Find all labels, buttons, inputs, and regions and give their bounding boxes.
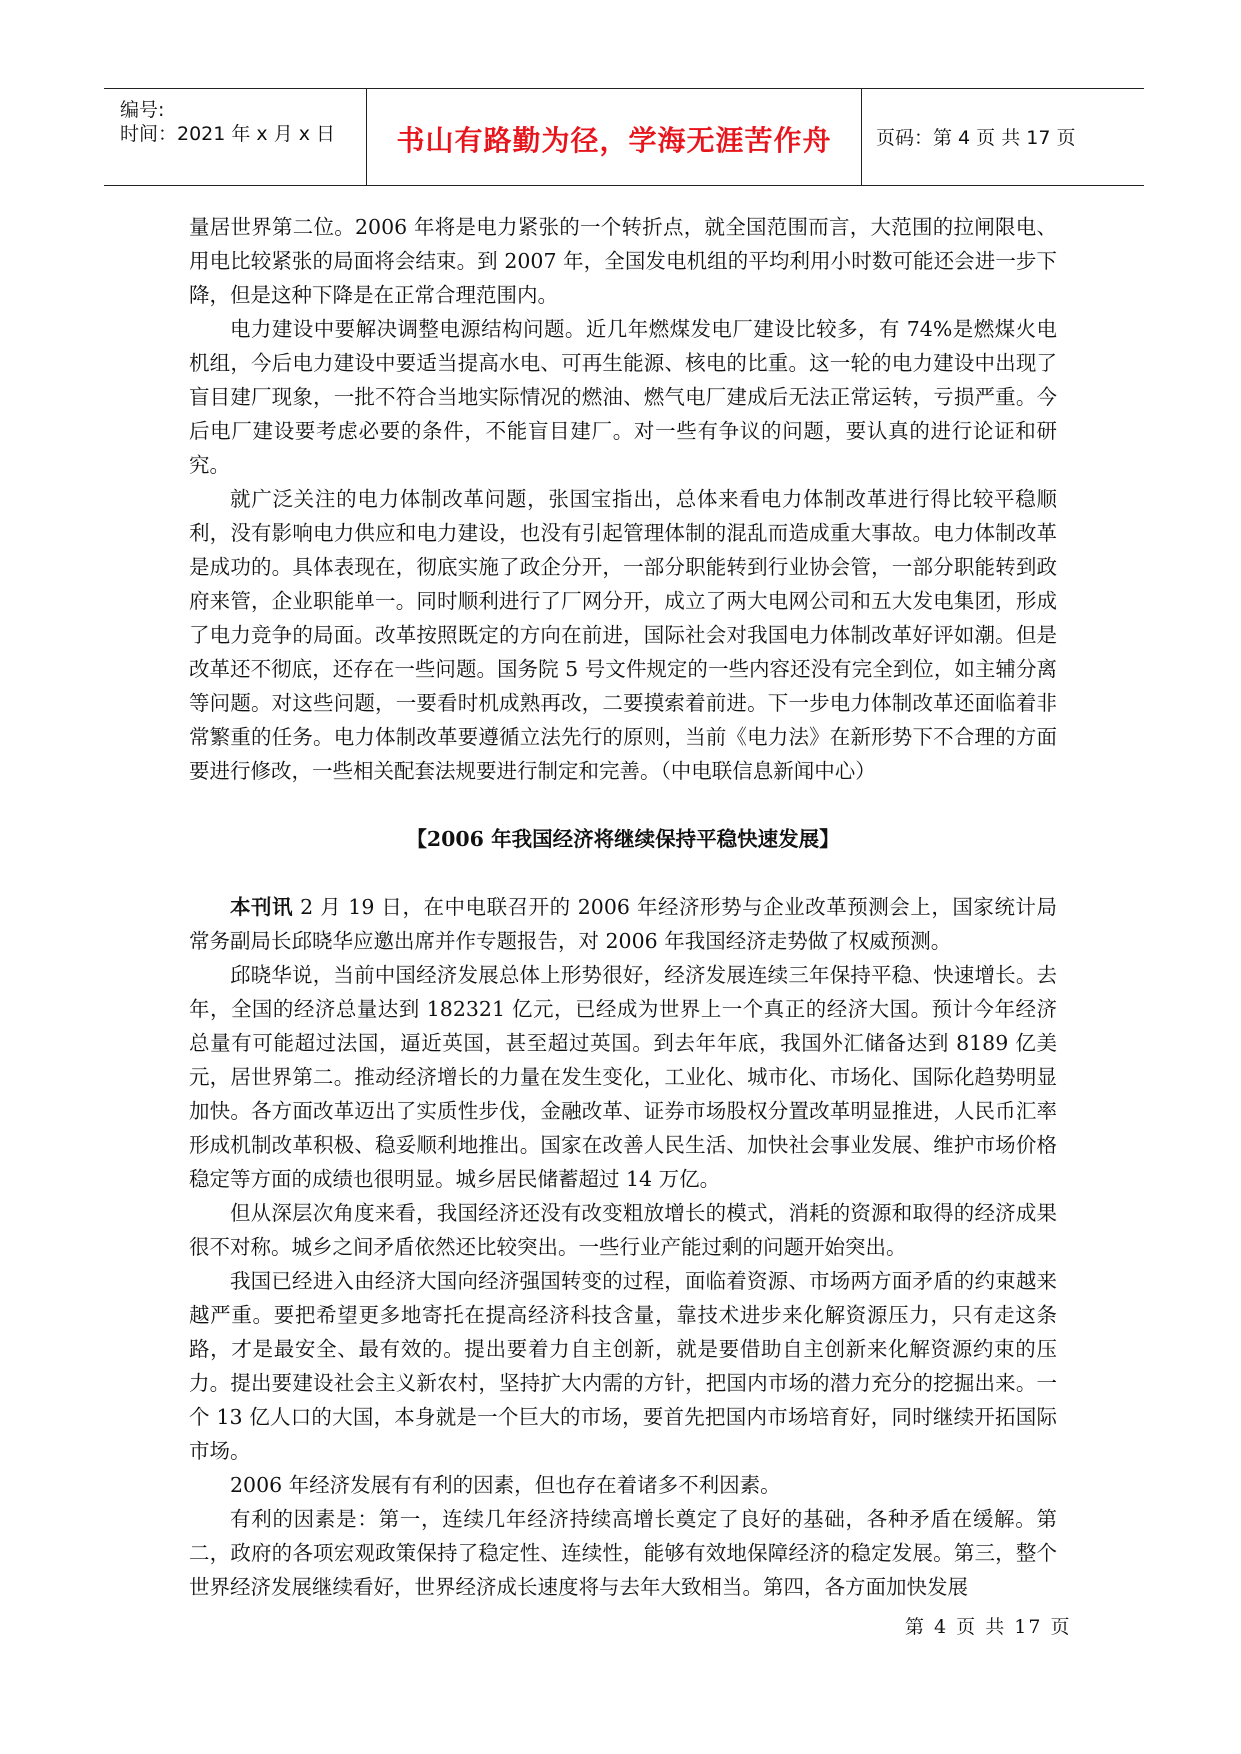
page-footer: 第 4 页 共 17 页: [905, 1616, 1072, 1638]
header-left-cell: [104, 89, 367, 185]
paragraph-lead: 本刊讯: [230, 895, 294, 919]
paragraph: 有利的因素是：第一，连续几年经济持续高增长奠定了良好的基础，各种矛盾在缓解。第二，政府的各项宏观政策保持了稳定性、连续性，能够有效地保障经济的稳定发展。第三，整个世界经济发展继续看好，世界经济成长速度将与去年大致相当。第四，各方面加快发展: [189, 1507, 1057, 1599]
paragraph: 邱晓华说，当前中国经济发展总体上形势很好，经济发展连续三年保持平稳、快速增长。去年，全国的经济总量达到 182321 亿元，已经成为世界上一个真正的经济大国。预计今年经济总量有可能超过法国，逼近英国，甚至超过英国。到去年年底，我国外汇储备达到 8189 亿美元，居世界第二。推动经济增长的力量在发生变化，工业化、城市化、市场化、国际化趋势明显加快。各方面改革迈出了实质性步伐，金融改革、证券市场股权分置改革明显推进，人民币汇率形成机制改革积极、稳妥顺利地推出。国家在改善人民生活、加快社会事业发展、维护市场价格稳定等方面的成绩也很明显。城乡居民储蓄超过 14 万亿。: [189, 963, 1057, 1191]
paragraph: 量居世界第二位。2006 年将是电力紧张的一个转折点，就全国范围而言，大范围的拉闸限电、用电比较紧张的局面将会结束。到 2007 年，全国发电机组的平均利用小时数可能还会进一步下降，但是这种下降是在正常合理范围内。: [189, 215, 1057, 307]
page-header: [104, 88, 1144, 186]
header-right-cell: [862, 89, 1144, 185]
header-middle-cell: [367, 89, 862, 185]
paragraph: 我国已经进入由经济大国向经济强国转变的过程，面临着资源、市场两方面矛盾的约束越来越严重。要把希望更多地寄托在提高经济科技含量，靠技术进步来化解资源压力，只有走这条路，才是最安全、最有效的。提出要着力自主创新，就是要借助自主创新来化解资源约束的压力。提出要建设社会主义新农村，坚持扩大内需的方针，把国内市场的潜力充分的挖掘出来。一个 13 亿人口的大国，本身就是一个巨大的市场，要首先把国内市场培育好，同时继续开拓国际市场。: [189, 1269, 1057, 1463]
header-page-info: 页码：第 4 页 共 17 页: [876, 127, 1076, 149]
paragraph: 就广泛关注的电力体制改革问题，张国宝指出，总体来看电力体制改革进行得比较平稳顺利，没有影响电力供应和电力建设，也没有引起管理体制的混乱而造成重大事故。电力体制改革是成功的。具体表现在，彻底实施了政企分开，一部分职能转到行业协会管，一部分职能转到政府来管，企业职能单一。同时顺利进行了厂网分开，成立了两大电网公司和五大发电集团，形成了电力竞争的局面。改革按照既定的方向在前进，国际社会对我国电力体制改革好评如潮。但是改革还不彻底，还存在一些问题。国务院 5 号文件规定的一些内容还没有完全到位，如主辅分离等问题。对这些问题，一要看时机成熟再改，二要摸索着前进。下一步电力体制改革还面临着非常繁重的任务。电力体制改革要遵循立法先行的原则，当前《电力法》在新形势下不合理的方面要进行修改，一些相关配套法规要进行制定和完善。（中电联信息新闻中心）: [189, 487, 1057, 783]
paragraph: 但从深层次角度来看，我国经济还没有改变粗放增长的模式，消耗的资源和取得的经济成果很不对称。城乡之间矛盾依然还比较突出。一些行业产能过剩的问题开始突出。: [189, 1201, 1057, 1259]
document-number-label: 编号:: [120, 99, 165, 121]
paragraph: [189, 890, 1057, 958]
paragraph: 电力建设中要解决调整电源结构问题。近几年燃煤发电厂建设比较多，有 74%是燃煤火电机组，今后电力建设中要适当提高水电、可再生能源、核电的比重。这一轮的电力建设中出现了盲目建厂现象，一批不符合当地实际情况的燃油、燃气电厂建成后无法正常运转，亏损严重。今后电厂建设要考虑必要的条件，不能盲目建厂。对一些有争议的问题，要认真的进行论证和研究。: [189, 317, 1057, 477]
paragraph-text: 2 月 19 日，在中电联召开的 2006 年经济形势与企业改革预测会上，国家统计局常务副局长邱晓华应邀出席并作专题报告，对 2006 年我国经济走势做了权威预测。: [189, 895, 1057, 953]
document-time-label: 时间：2021 年 x 月 x 日: [120, 123, 336, 145]
section-heading: 【2006 年我国经济将继续保持平稳快速发展】: [406, 827, 840, 851]
document-body: [189, 210, 1057, 1604]
paragraph: 2006 年经济发展有有利的因素，但也存在着诸多不利因素。: [230, 1473, 781, 1497]
header-motto: 书山有路勤为径，学海无涯苦作舟: [396, 124, 832, 157]
